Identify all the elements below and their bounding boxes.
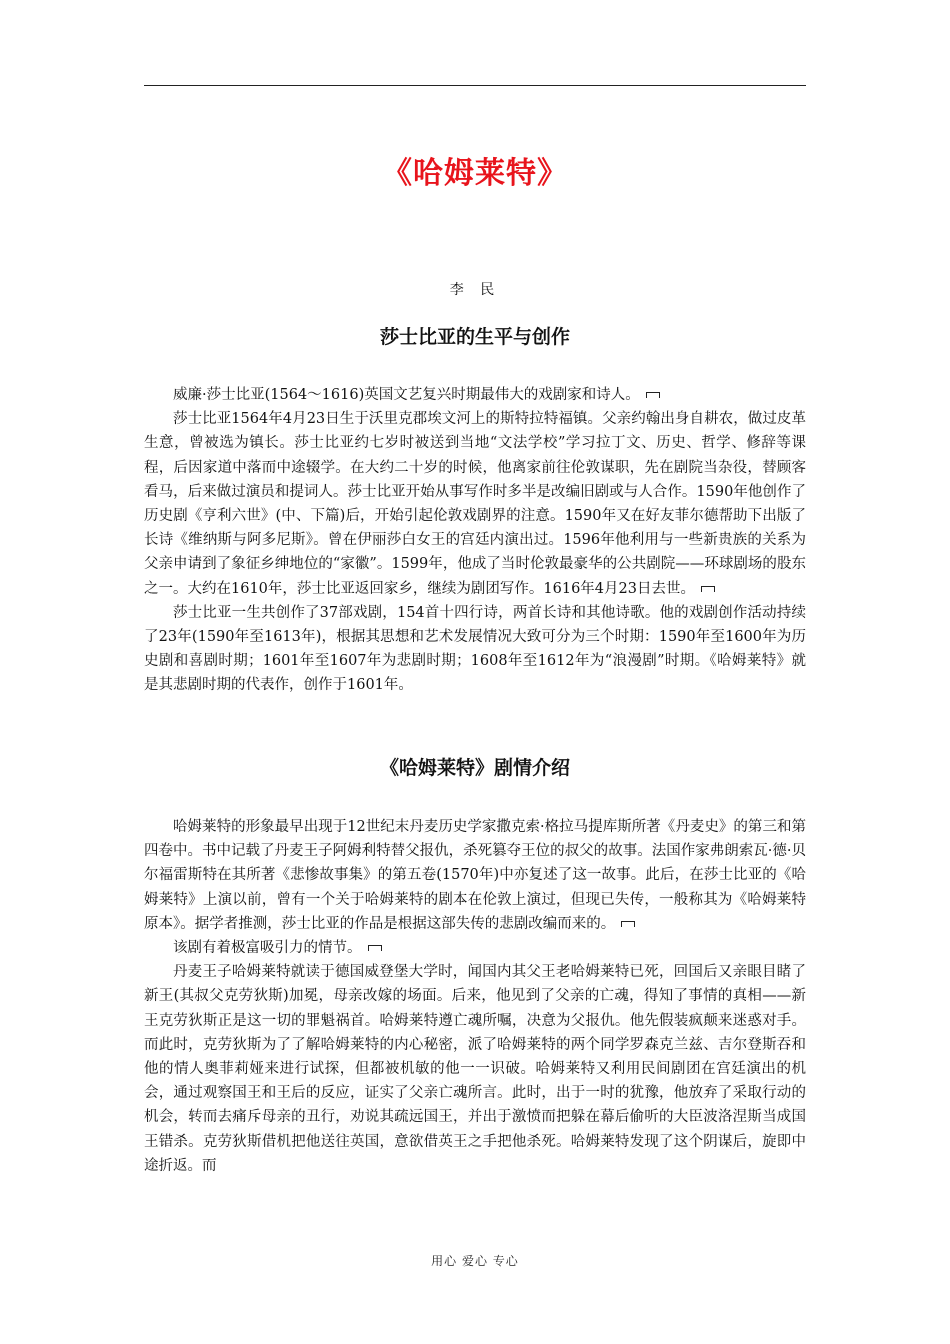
paragraph-text: 丹麦王子哈姆莱特就读于德国威登堡大学时，闻国内其父王老哈姆莱特已死，回国后又亲眼目睹了新王(其叔父克劳狄斯)加冕，母亲改嫁的场面。后来，他见到了父亲的亡魂，得知了事情的真相——新王克劳狄斯正是这一切的罪魁祸首。哈姆莱特遵亡魂所嘱，决意为父报仇。他先假装疯颠来迷惑对手。而此时，克劳狄斯为了了解哈姆莱特的内心秘密，派了哈姆莱特的两个同学罗森克兰兹、吉尔登斯吞和他的情人奥菲莉娅来进行试探，但都被机敏的他一一识破。哈姆莱特又利用民间剧团在宫廷演出的机会，通过观察国王和王后的反应，证实了父亲亡魂所言。此时，出于一时的犹豫，他放弃了采取行动的机会，转而去痛斥母亲的丑行，劝说其疏远国王，并出于激愤而把躲在幕后偷听的大臣波洛涅斯当成国王错杀。克劳狄斯借机把他送往英国，意欲借英王之手把他杀死。哈姆莱特发现了这个阴谋后，旋即中途折返。而 [144,964,806,1174]
paragraph-mark-icon [368,945,382,951]
paragraph-mark-icon [701,586,715,592]
section-body-biography [144,383,806,698]
paragraph-mark-icon [646,392,660,398]
page-footer: 用心 爱心 专心 [431,1254,519,1268]
paragraph [144,936,806,960]
author-name: 李 民 [449,282,501,298]
paragraph-text: 莎士比亚1564年4月23日生于沃里克郡埃文河上的斯特拉特福镇。父亲约翰出身自耕农，做过皮革生意，曾被选为镇长。莎士比亚约七岁时被送到当地“文法学校”学习拉丁文、历史、哲学、修辞等课程，后因家道中落而中途辍学。在大约二十岁的时候，他离家前往伦敦谋职，先在剧院当杂役，替顾客看马，后来做过演员和提词人。莎士比亚开始从事写作时多半是改编旧剧或与人合作。1590年他创作了历史剧《亨利六世》(中、下篇)后，开始引起伦敦戏剧界的注意。1590年又在好友菲尔德帮助下出版了长诗《维纳斯与阿多尼斯》。曾在伊丽莎白女王的宫廷内演出过。1596年他利用与一些新贵族的关系为父亲申请到了象征乡绅地位的“家徽”。1599年，他成了当时伦敦最豪华的公共剧院——环球剧场的股东之一。大约在1610年，莎士比亚返回家乡，继续为剧团写作。1616年4月23日去世。 [144,411,806,597]
section-body-plot [144,815,806,1178]
paragraph [144,383,806,407]
section-heading-plot: 《哈姆莱特》剧情介绍 [379,757,570,779]
paragraph [144,407,806,601]
paragraph [144,815,806,936]
paragraph-text: 哈姆莱特的形象最早出现于12世纪末丹麦历史学家撒克索·格拉马提库斯所著《丹麦史》的第三和第四卷中。书中记载了丹麦王子阿姆利特替父报仇，杀死篡夺王位的叔父的故事。法国作家弗朗索瓦·德·贝尔福雷斯特在其所著《悲惨故事集》的第五卷(1570年)中亦复述了这一故事。此后，在莎士比亚的《哈姆莱特》上演以前，曾有一个关于哈姆莱特的剧本在伦敦上演过，但现已失传，一般称其为《哈姆莱特原本》。据学者推测，莎士比亚的作品是根据这部失传的悲剧改编而来的。 [144,819,806,932]
paragraph-mark-icon [621,921,635,927]
paragraph [144,960,806,1178]
paragraph [144,601,806,698]
paragraph-text: 莎士比亚一生共创作了37部戏剧，154首十四行诗，两首长诗和其他诗歌。他的戏剧创作活动持续了23年(1590年至1613年)，根据其思想和艺术发展情况大致可分为三个时期：1590年至1600年为历史剧和喜剧时期；1601年至1607年为悲剧时期；1608年至1612年为“浪漫剧”时期。《哈姆莱特》就是其悲剧时期的代表作，创作于1601年。 [144,604,806,694]
document-title: 《哈姆莱特》 [382,156,568,191]
paragraph-text: 威廉·莎士比亚(1564～1616)英国文艺复兴时期最伟大的戏剧家和诗人。 [173,387,640,403]
section-heading-biography: 莎士比亚的生平与创作 [379,326,570,348]
header-rule [144,85,806,86]
paragraph-text: 该剧有着极富吸引力的情节。 [173,940,362,957]
